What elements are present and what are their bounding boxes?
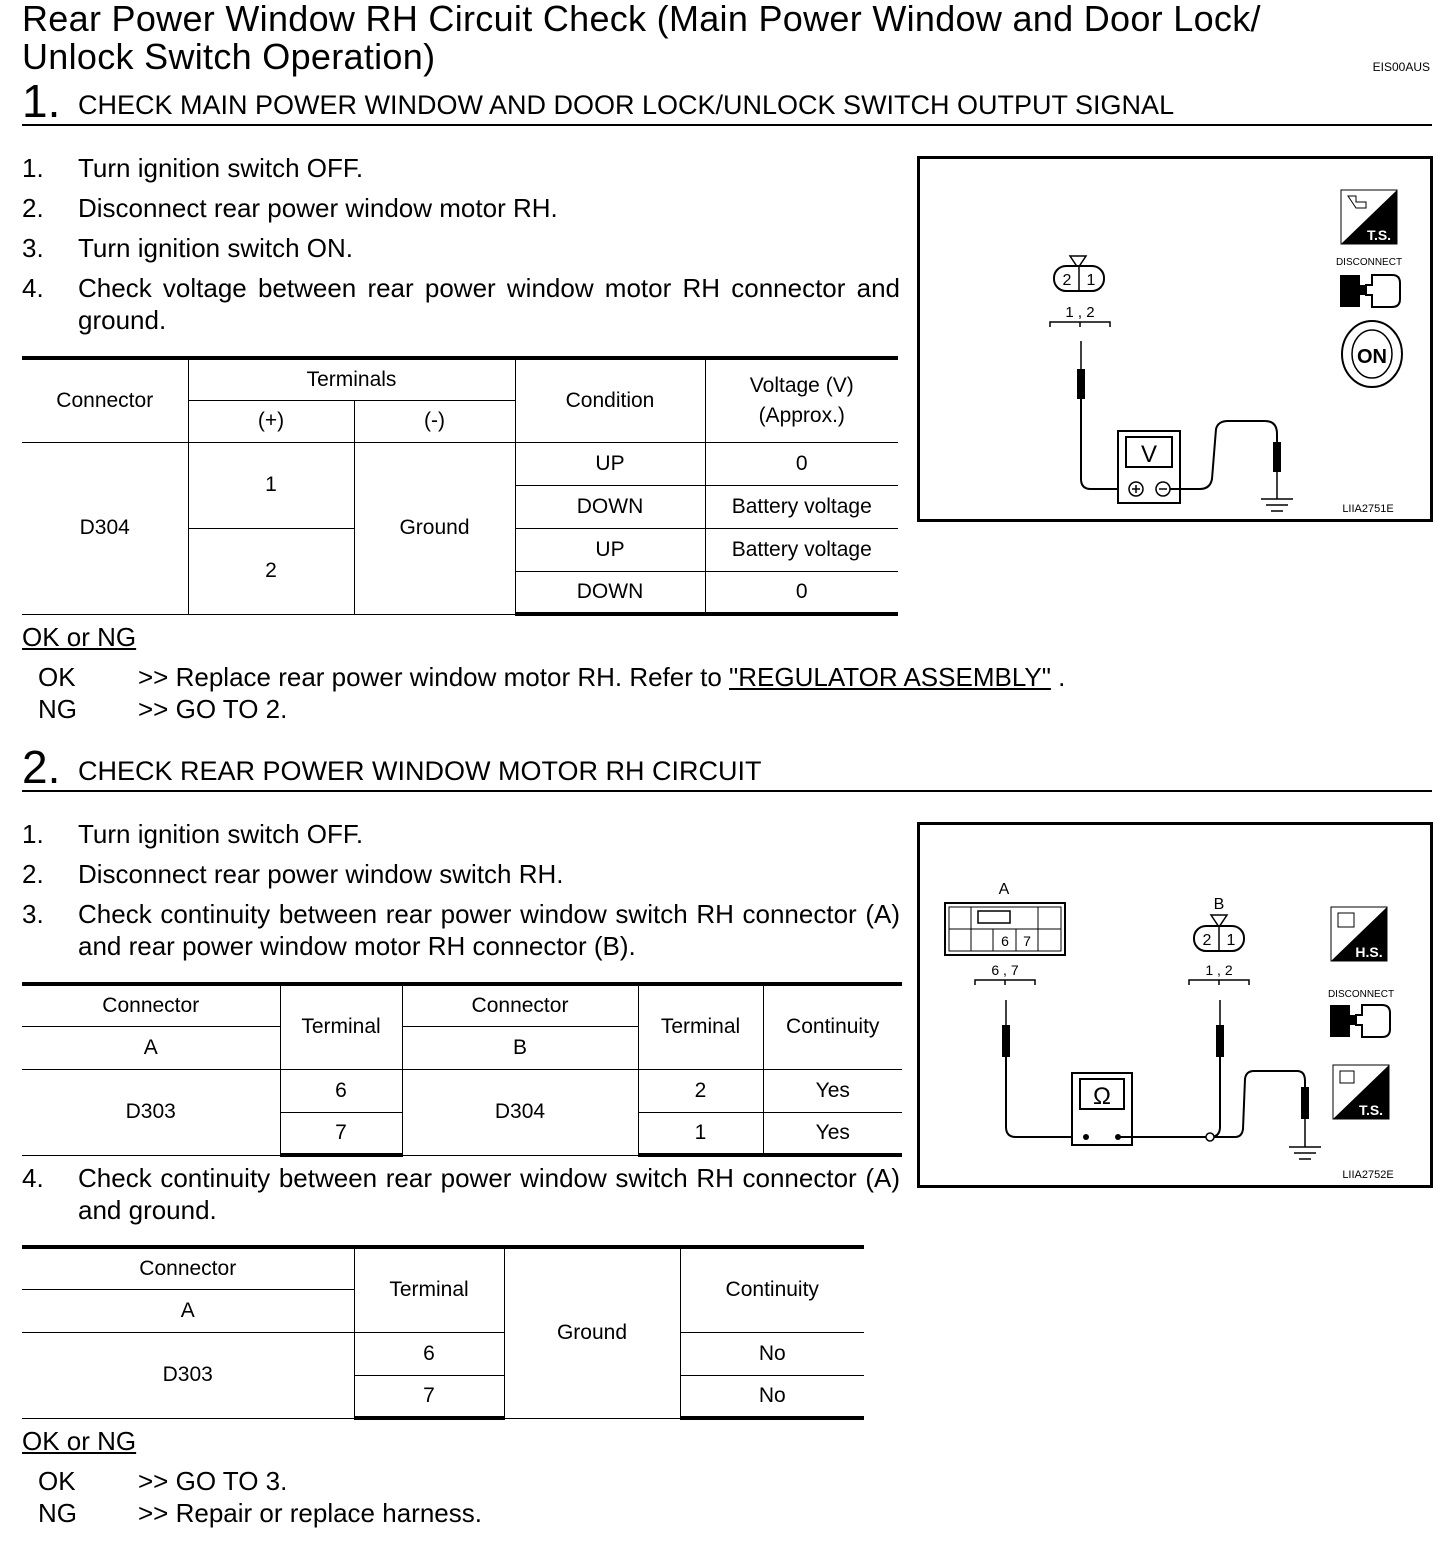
terminal-cell: 2: [188, 528, 354, 614]
step-1-result-heading: OK or NG: [22, 622, 137, 652]
connector-a-cell: D303: [22, 1069, 280, 1155]
header-terminal-a: Terminal: [280, 984, 402, 1069]
voltage-cell: Battery voltage: [705, 528, 898, 571]
svg-text:ON: ON: [1357, 346, 1387, 368]
regulator-assembly-link[interactable]: "REGULATOR ASSEMBLY": [729, 662, 1051, 692]
probe-icon: [1210, 1000, 1224, 1137]
terminal-cell: 7: [280, 1112, 402, 1155]
header-connector-b: Connector: [402, 984, 638, 1026]
header-connector: Connector: [22, 358, 188, 442]
voltage-cell: Battery voltage: [705, 485, 898, 528]
terminal-cell: 7: [354, 1375, 504, 1418]
svg-text:2: 2: [1062, 272, 1072, 289]
ok-action: >> Replace rear power window motor RH. Refer to "REGULATOR ASSEMBLY" .: [138, 662, 1066, 692]
connector-cell: D304: [22, 442, 188, 614]
ok-action: >> GO TO 3.: [138, 1466, 288, 1496]
continuity-cell: No: [680, 1332, 864, 1375]
step-1-results: [22, 662, 1222, 732]
continuity-cell: No: [680, 1375, 864, 1418]
step-2-result-heading: OK or NG: [22, 1426, 137, 1456]
svg-text:Ω: Ω: [1093, 1083, 1111, 1110]
terminal-cell: 2: [638, 1069, 763, 1112]
voltmeter-icon: [1118, 431, 1180, 503]
terminal-cell: 1: [188, 442, 354, 528]
pin-label-a: 6 , 7: [991, 962, 1019, 978]
connector-cell: D303: [22, 1332, 354, 1418]
connector-a-label: A: [998, 881, 1010, 898]
condition-cell: UP: [515, 528, 705, 571]
step-2-instructions: [22, 818, 900, 970]
ng-label: NG: [38, 694, 77, 724]
step-1-number: 1.: [22, 75, 61, 127]
header-condition: Condition: [515, 358, 705, 442]
header-a: A: [22, 1289, 354, 1332]
ignition-on-icon: [1342, 321, 1402, 387]
switch-connector-icon: [945, 903, 1065, 955]
svg-text:H.S.: H.S.: [1355, 944, 1383, 960]
motor-connector-icon: [1194, 915, 1244, 951]
figure-id: LIIA2751E: [1342, 503, 1394, 515]
condition-cell: UP: [515, 442, 705, 485]
continuity-cell: Yes: [763, 1069, 902, 1112]
disconnect-label: DISCONNECT: [1335, 257, 1403, 268]
list-item: 2. Disconnect rear power window switch RH.: [22, 859, 564, 889]
motor-connector-icon: [1054, 256, 1104, 291]
step-1-instructions: [22, 152, 900, 344]
step-2-instruction-4: [22, 1162, 900, 1234]
header-continuity: Continuity: [763, 984, 902, 1069]
connector-b-cell: D304: [402, 1069, 638, 1155]
list-item: 3. Check continuity between rear power window switch RH connector (A) and rear power window motor RH connector (B).: [22, 899, 900, 961]
step-1-title: CHECK MAIN POWER WINDOW AND DOOR LOCK/UNLOCK SWITCH OUTPUT SIGNAL: [78, 90, 1175, 120]
probe-icon: [1077, 341, 1085, 479]
disconnect-label: DISCONNECT: [1327, 989, 1395, 1000]
header-connector: Connector: [22, 1247, 354, 1289]
pin-label-b: 1 , 2: [1205, 962, 1233, 978]
svg-text:2: 2: [1202, 932, 1212, 949]
svg-text:1: 1: [1086, 272, 1096, 289]
list-item: 3. Turn ignition switch ON.: [22, 233, 354, 263]
ok-label: OK: [38, 1466, 76, 1496]
ground-cell: Ground: [504, 1247, 680, 1418]
svg-text:1: 1: [1226, 932, 1236, 949]
connector-b-label: B: [1213, 896, 1225, 913]
figure-id: LIIA2752E: [1342, 1169, 1394, 1181]
header-terminal: Terminal: [354, 1247, 504, 1332]
ts-icon: [1341, 190, 1397, 244]
probe-icon: [1301, 1087, 1309, 1147]
ohmmeter-icon: [1072, 1073, 1132, 1145]
list-item: 2. Disconnect rear power window motor RH.: [22, 193, 558, 223]
disconnect-icon: [1340, 275, 1400, 307]
document-id: EIS00AUS: [1372, 60, 1430, 74]
disconnect-icon: [1330, 1005, 1390, 1037]
header-voltage: Voltage (V) (Approx.): [705, 358, 898, 442]
list-item: 1. Turn ignition switch OFF.: [22, 153, 364, 183]
list-item: 1. Turn ignition switch OFF.: [22, 819, 364, 849]
ground-cell: Ground: [354, 442, 515, 614]
hs-icon: [1331, 907, 1387, 961]
probe-icon: [1273, 442, 1281, 499]
terminal-cell: 1: [638, 1112, 763, 1155]
ok-label: OK: [38, 662, 76, 692]
svg-text:V: V: [1140, 441, 1158, 468]
step-1-header: [22, 75, 1432, 127]
header-plus: (+): [188, 400, 354, 442]
condition-cell: DOWN: [515, 571, 705, 614]
list-item: 4. Check voltage between rear power window motor RH connector and ground.: [22, 273, 900, 335]
ng-action: >> Repair or replace harness.: [138, 1498, 482, 1528]
step-2-results: [22, 1466, 922, 1536]
ts-icon: [1333, 1065, 1389, 1119]
ng-label: NG: [38, 1498, 77, 1528]
ng-action: >> GO TO 2.: [138, 694, 288, 724]
svg-text:T.S.: T.S.: [1366, 227, 1392, 243]
header-continuity: Continuity: [680, 1247, 864, 1332]
ground-icon: [1261, 499, 1293, 511]
step-2-number: 2.: [22, 741, 61, 793]
step-2-title: CHECK REAR POWER WINDOW MOTOR RH CIRCUIT: [78, 756, 762, 786]
ground-icon: [1289, 1147, 1321, 1159]
header-terminals: Terminals: [188, 358, 515, 400]
voltage-check-table: [22, 356, 898, 616]
header-minus: (-): [354, 400, 515, 442]
header-b: B: [402, 1026, 638, 1069]
svg-text:7: 7: [1023, 933, 1031, 949]
svg-text:T.S.: T.S.: [1358, 1102, 1384, 1118]
header-a: A: [22, 1026, 280, 1069]
voltage-cell: 0: [705, 442, 898, 485]
list-item: 4. Check continuity between rear power window switch RH connector (A) and ground.: [22, 1163, 900, 1225]
continuity-check-figure: [917, 822, 1433, 1188]
page-title: Rear Power Window RH Circuit Check (Main Power Window and Door Lock/ Unlock Switch Operation): [22, 0, 1261, 77]
continuity-cell: Yes: [763, 1112, 902, 1155]
step-2-header: [22, 741, 1432, 793]
header-terminal-b: Terminal: [638, 984, 763, 1069]
terminal-cell: 6: [354, 1332, 504, 1375]
pin-label: 1 , 2: [1065, 304, 1095, 321]
voltage-check-figure: [917, 156, 1433, 522]
condition-cell: DOWN: [515, 485, 705, 528]
terminal-cell: 6: [280, 1069, 402, 1112]
header-connector-a: Connector: [22, 984, 280, 1026]
voltage-cell: 0: [705, 571, 898, 614]
svg-text:6: 6: [1001, 933, 1009, 949]
continuity-ground-table: [22, 1245, 864, 1420]
continuity-a-b-table: [22, 982, 902, 1157]
